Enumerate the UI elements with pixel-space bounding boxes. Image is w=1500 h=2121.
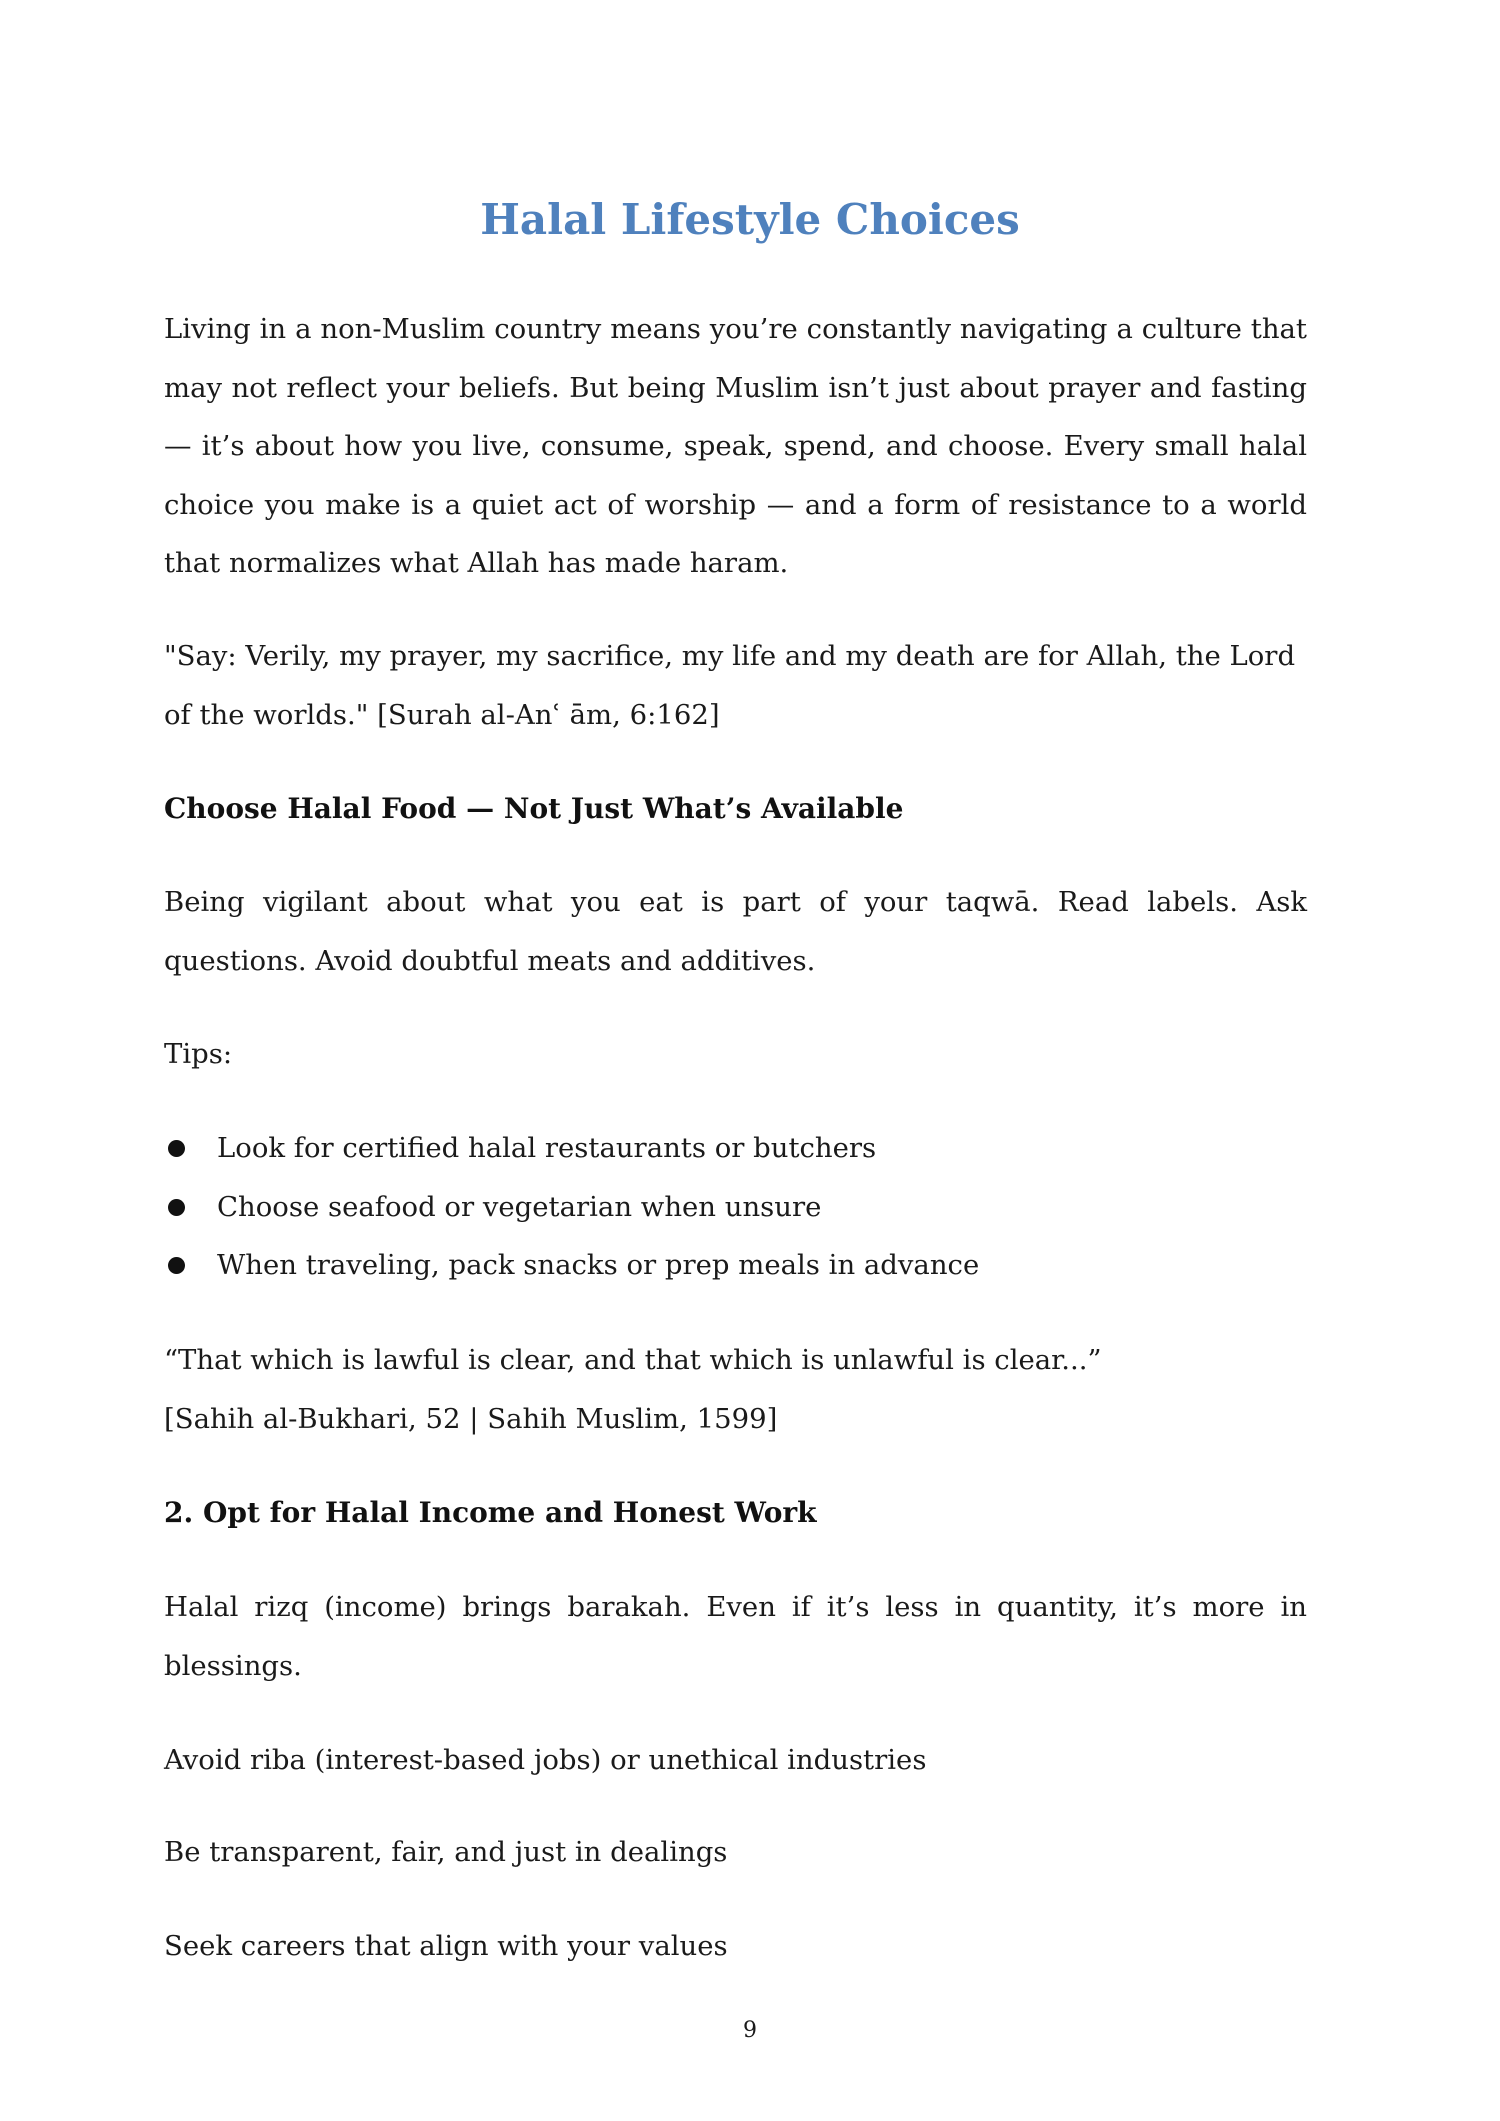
income-point: Seek careers that align with your values bbox=[164, 1930, 728, 1962]
hadith-text: “That which is lawful is clear, and that which is unlawful is clear...” bbox=[164, 1344, 1102, 1376]
page-title: Halal Lifestyle Choices bbox=[480, 195, 1020, 244]
quran-quote: "Say: Verily, my prayer, my sacrifice, my life and my death are for Allah, the Lord of the worlds." [Surah al-Anʿ ām, 6:162] bbox=[164, 640, 1296, 731]
hadith-quote bbox=[164, 1331, 1307, 1448]
hadith-citation: [Sahih al-Bukhari, 52 | Sahih Muslim, 1599] bbox=[164, 1402, 778, 1435]
tips-label: Tips: bbox=[164, 1038, 233, 1070]
halal-income-paragraph: Halal rizq (income) brings barakah. Even if it’s less in quantity, it’s more in blessings. bbox=[164, 1591, 1307, 1682]
section-heading-halal-income: 2. Opt for Halal Income and Honest Work bbox=[164, 1496, 817, 1529]
bullet-icon bbox=[168, 1199, 185, 1216]
tip-text: Look for certified halal restaurants or butchers bbox=[217, 1132, 877, 1164]
list-item bbox=[164, 1236, 1307, 1295]
tips-list bbox=[164, 1119, 1307, 1295]
tip-text: When traveling, pack snacks or prep meals in advance bbox=[217, 1249, 980, 1282]
bullet-icon bbox=[168, 1257, 185, 1274]
list-item bbox=[164, 1119, 1307, 1178]
bullet-icon bbox=[168, 1140, 185, 1157]
income-point: Be transparent, fair, and just in dealings bbox=[164, 1836, 728, 1868]
intro-paragraph: Living in a non-Muslim country means you’re constantly navigating a culture that may not reflect your beliefs. But being Muslim isn’t just about prayer and fasting — it’s about how you live, consume, speak, spend, and choose. Every small halal choice you make is a quiet act of worship — and a form of resistance to a world that normalizes what Allah has made haram. bbox=[164, 313, 1307, 580]
list-item bbox=[164, 1178, 1307, 1237]
page-number: 9 bbox=[743, 2018, 757, 2043]
income-point: Avoid riba (interest-based jobs) or unethical industries bbox=[164, 1744, 927, 1776]
halal-food-paragraph: Being vigilant about what you eat is part of your taqwā. Read labels. Ask questions. Avoid doubtful meats and additives. bbox=[164, 886, 1307, 977]
section-heading-halal-food: Choose Halal Food — Not Just What’s Available bbox=[164, 792, 904, 825]
tip-text: Choose seafood or vegetarian when unsure bbox=[217, 1190, 822, 1223]
